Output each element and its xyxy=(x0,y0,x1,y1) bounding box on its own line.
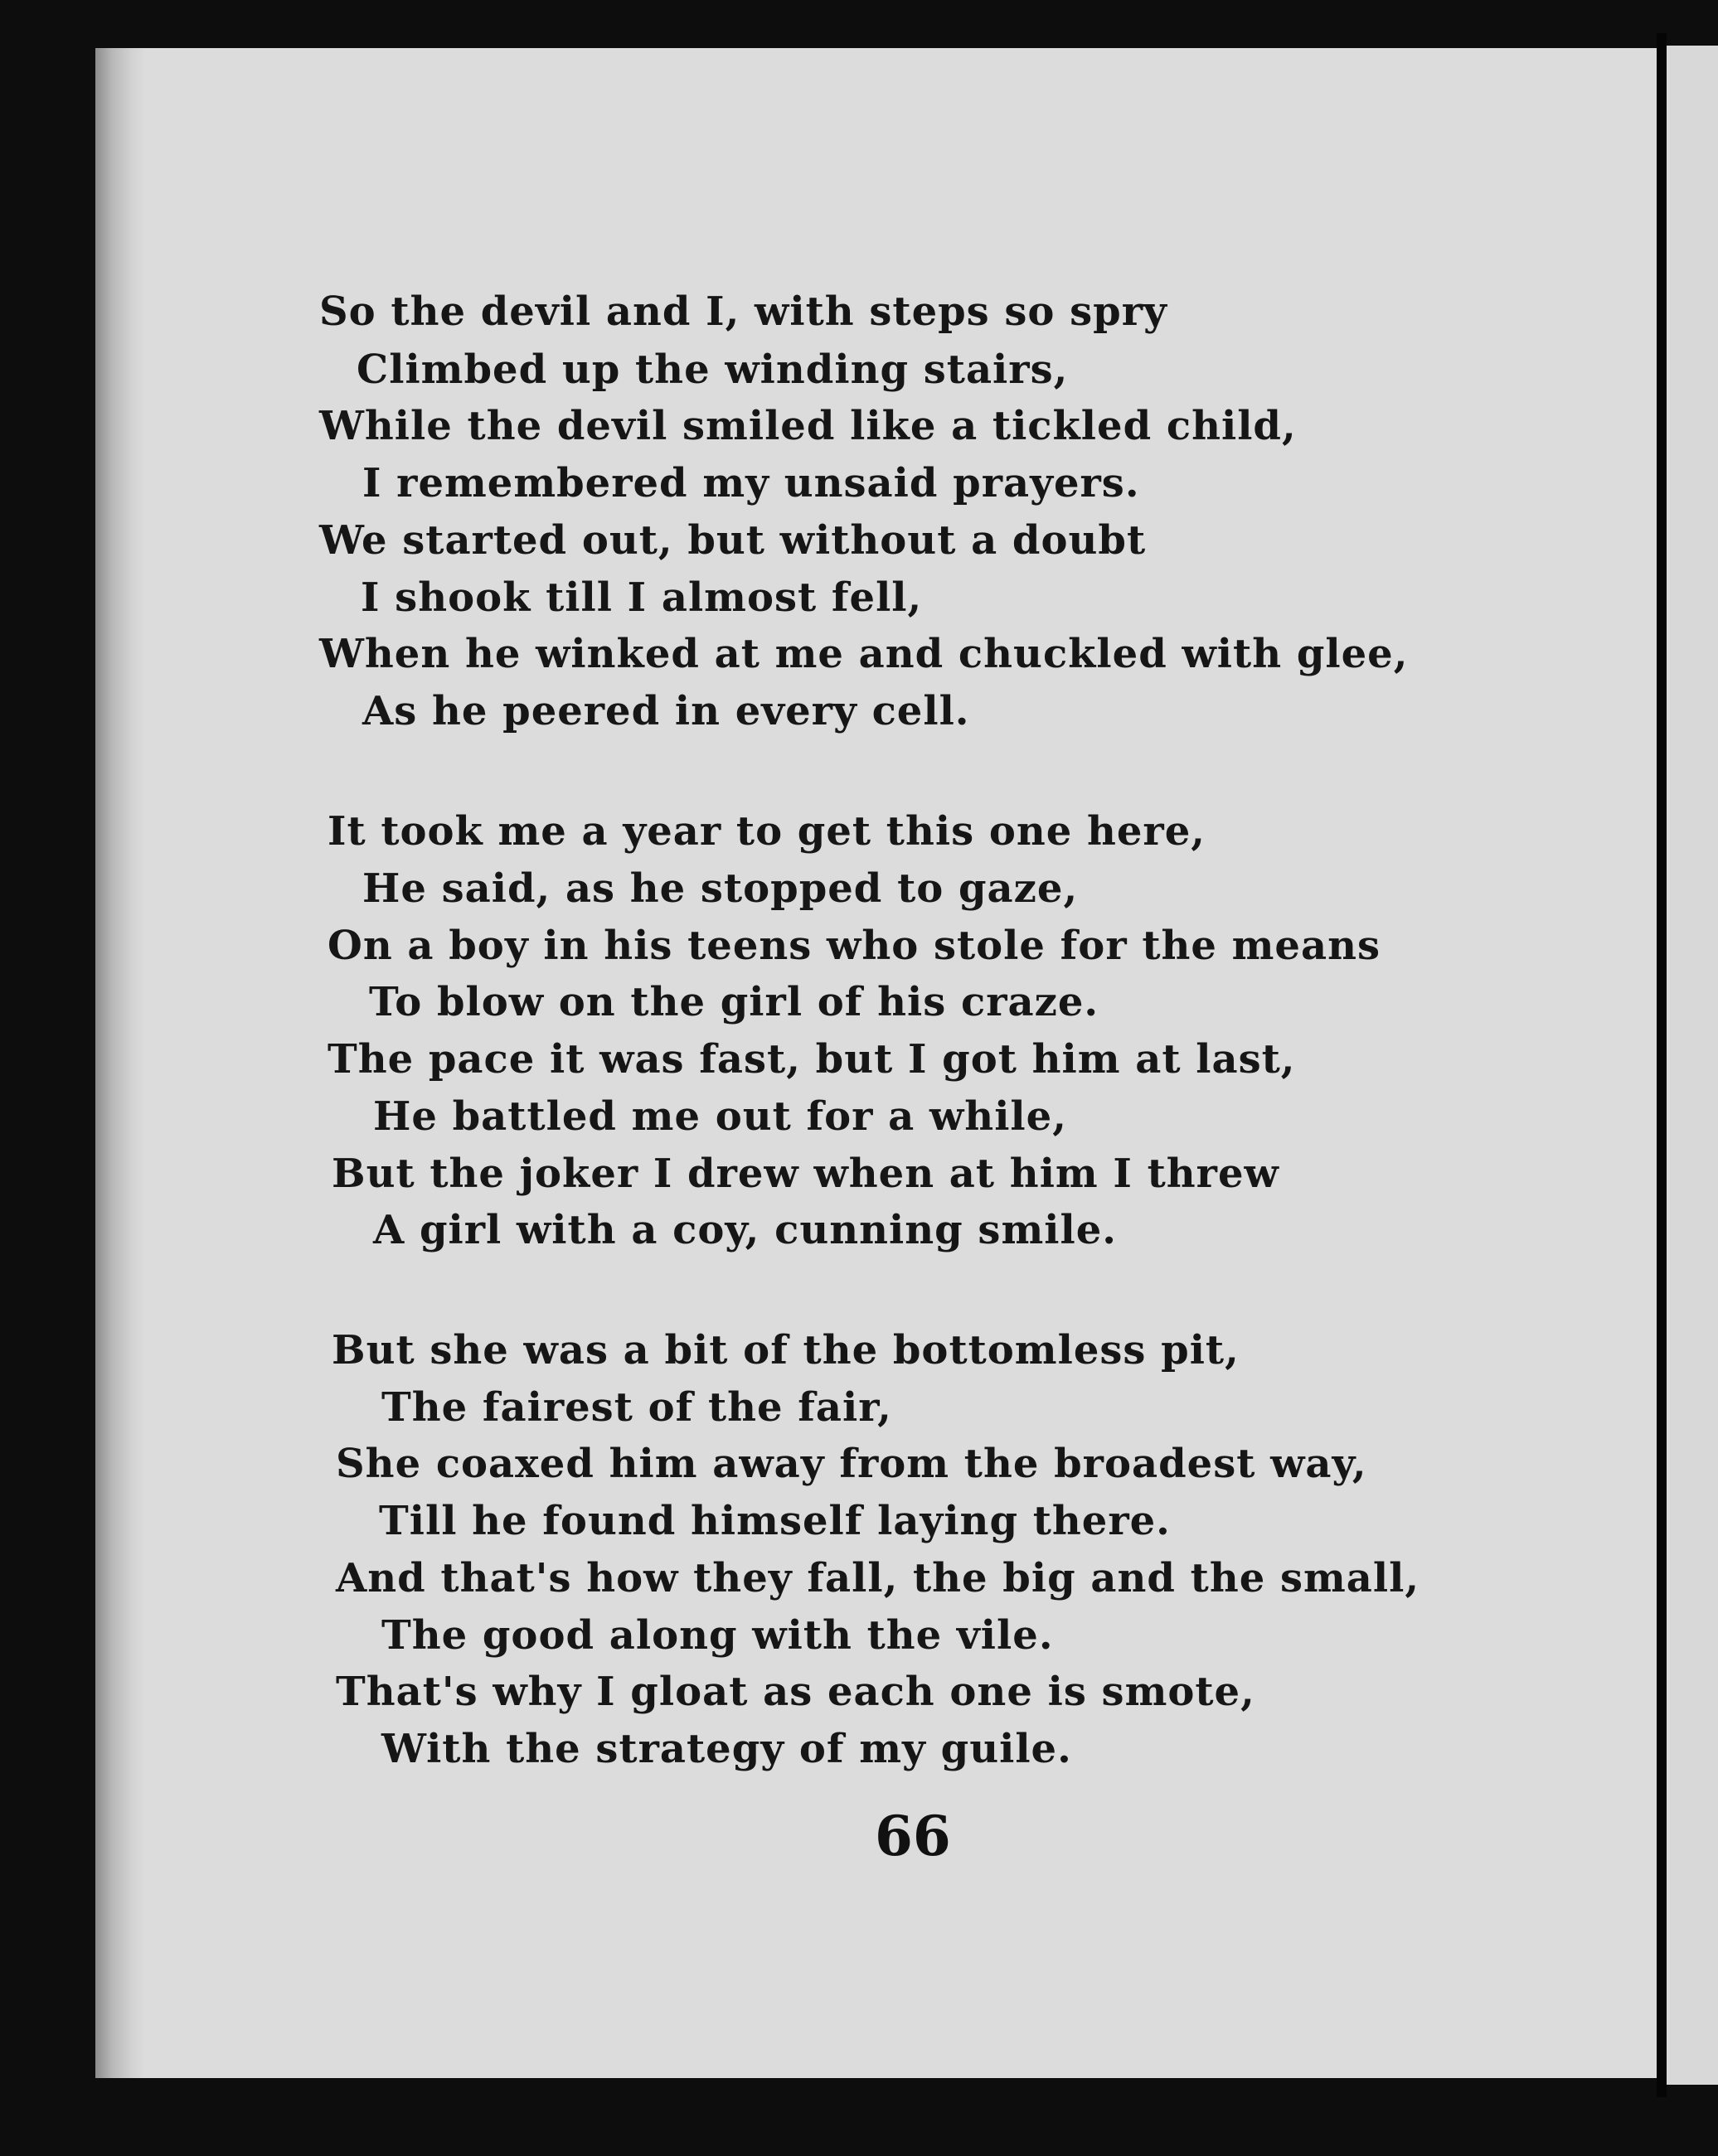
poem-line: The pace it was fast, but I got him at last, xyxy=(328,1036,1296,1083)
poem-line: On a boy in his teens who stole for the means xyxy=(328,923,1381,969)
poem-line: But the joker I drew when at him I threw xyxy=(332,1151,1279,1197)
poem-line: He said, as he stopped to gaze, xyxy=(362,865,1079,912)
book-gutter xyxy=(1657,33,1667,2097)
poem-line: A girl with a coy, cunning smile. xyxy=(373,1207,1117,1253)
poem-line: So the devil and I, with steps so spry xyxy=(319,288,1167,335)
poem-line: We started out, but without a doubt xyxy=(319,517,1147,564)
poem-line: With the strategy of my guile. xyxy=(381,1726,1072,1772)
poem-line: When he winked at me and chuckled with glee, xyxy=(319,631,1409,677)
poem-line: That's why I gloat as each one is smote, xyxy=(336,1669,1255,1715)
poem xyxy=(95,48,1657,2078)
poem-line: As he peered in every cell. xyxy=(362,688,970,734)
poem-line: I remembered my unsaid prayers. xyxy=(362,460,1140,506)
poem-line: She coaxed him away from the broadest way, xyxy=(336,1441,1367,1487)
poem-line: And that's how they fall, the big and the small, xyxy=(336,1555,1420,1601)
book-page xyxy=(95,48,1657,2078)
poem-line: Till he found himself laying there. xyxy=(379,1498,1171,1544)
poem-line: He battled me out for a while, xyxy=(373,1093,1067,1140)
facing-page-edge xyxy=(1667,46,1718,2085)
page-number: 66 xyxy=(875,1804,951,1868)
poem-line: Climbed up the winding stairs, xyxy=(357,346,1069,393)
poem-line: To blow on the girl of his craze. xyxy=(369,979,1099,1025)
poem-line: The good along with the vile. xyxy=(381,1612,1054,1659)
poem-line: While the devil smiled like a tickled child, xyxy=(319,403,1297,449)
poem-line: The fairest of the fair, xyxy=(381,1384,892,1431)
poem-line: It took me a year to get this one here, xyxy=(328,808,1206,855)
poem-line: But she was a bit of the bottomless pit, xyxy=(332,1327,1240,1374)
poem-line: I shook till I almost fell, xyxy=(361,574,923,621)
